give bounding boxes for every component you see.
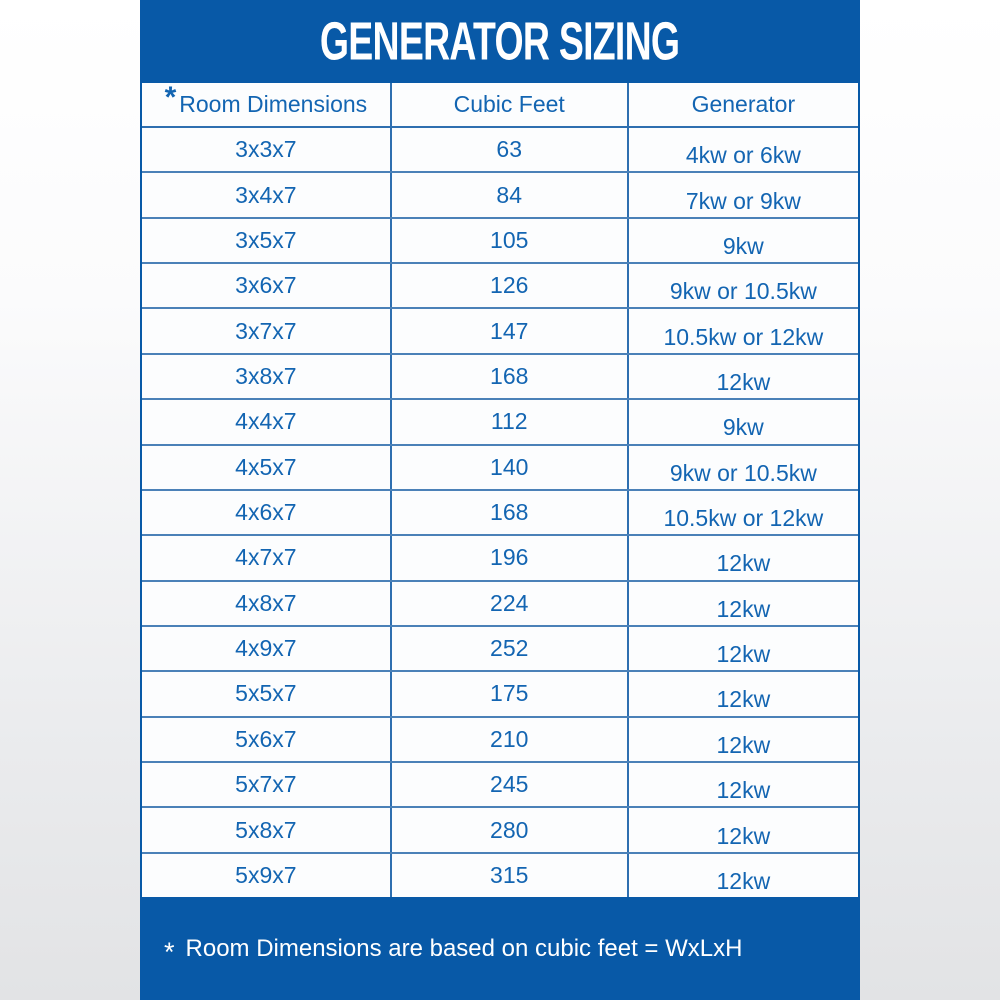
column-header-room-dimensions	[142, 83, 390, 126]
generator-cell: 12kw	[627, 355, 858, 398]
column-header-label: Room Dimensions	[179, 91, 368, 117]
table-row	[142, 852, 858, 897]
cubic-feet-cell: 147	[390, 309, 627, 352]
generator-cell: 9kw or 10.5kw	[627, 446, 858, 489]
table-header-row	[142, 83, 858, 126]
room-dimensions-cell: 5x9x7	[235, 861, 297, 888]
room-dimensions-cell: 5x5x7	[235, 680, 297, 707]
generator-cell: 4kw or 6kw	[627, 128, 858, 171]
generator-cell: 7kw or 9kw	[627, 173, 858, 216]
room-dimensions-cell: 5x8x7	[235, 816, 297, 843]
room-dimensions-cell: 3x3x7	[235, 136, 297, 163]
cubic-feet-cell: 105	[390, 219, 627, 262]
table-row	[142, 534, 858, 579]
cubic-feet-cell: 63	[390, 128, 627, 171]
generator-cell: 12kw	[627, 808, 858, 851]
cubic-feet-cell: 84	[390, 173, 627, 216]
generator-cell: 9kw or 10.5kw	[627, 264, 858, 307]
generator-cell: 9kw	[627, 219, 858, 262]
table-row	[142, 580, 858, 625]
column-header-cubic-feet	[390, 83, 627, 126]
cubic-feet-cell: 168	[390, 355, 627, 398]
room-dimensions-cell: 4x6x7	[235, 499, 297, 526]
room-dimensions-cell: 4x4x7	[235, 408, 297, 435]
table-row	[142, 217, 858, 262]
table-row	[142, 171, 858, 216]
column-header-generator	[627, 83, 858, 126]
cubic-feet-cell: 224	[390, 582, 627, 625]
footnote-band	[140, 897, 860, 1000]
table-row	[142, 353, 858, 398]
generator-cell: 10.5kw or 12kw	[627, 309, 858, 352]
cubic-feet-cell: 112	[390, 400, 627, 443]
footnote-text: Room Dimensions are based on cubic feet = WxLxH	[185, 934, 743, 962]
table-row	[142, 444, 858, 489]
cubic-feet-cell: 126	[390, 264, 627, 307]
room-dimensions-cell: 5x6x7	[235, 725, 297, 752]
generator-cell: 12kw	[627, 763, 858, 806]
asterisk-marker: *	[164, 83, 177, 114]
generator-sizing-table	[142, 83, 858, 897]
table-row	[142, 398, 858, 443]
generator-cell: 9kw	[627, 400, 858, 443]
title-band	[140, 0, 860, 83]
page-title: GENERATOR SIZING	[320, 11, 680, 72]
room-dimensions-cell: 4x7x7	[235, 544, 297, 571]
generator-sizing-panel	[140, 0, 860, 1000]
cubic-feet-cell: 280	[390, 808, 627, 851]
cubic-feet-cell: 196	[390, 536, 627, 579]
generator-cell: 12kw	[627, 627, 858, 670]
asterisk-marker: *	[164, 937, 175, 967]
column-header-label: Cubic Feet	[453, 91, 565, 117]
table-body	[142, 126, 858, 897]
cubic-feet-cell: 175	[390, 672, 627, 715]
cubic-feet-cell: 168	[390, 491, 627, 534]
column-header-label: Generator	[691, 91, 796, 117]
room-dimensions-cell: 4x9x7	[235, 635, 297, 662]
room-dimensions-cell: 3x7x7	[235, 317, 297, 344]
table-row	[142, 625, 858, 670]
room-dimensions-cell: 3x8x7	[235, 362, 297, 389]
generator-cell: 10.5kw or 12kw	[627, 491, 858, 534]
generator-cell: 12kw	[627, 536, 858, 579]
generator-cell: 12kw	[627, 582, 858, 625]
table-row	[142, 126, 858, 171]
table-row	[142, 716, 858, 761]
generator-cell: 12kw	[627, 854, 858, 897]
cubic-feet-cell: 140	[390, 446, 627, 489]
table-row	[142, 670, 858, 715]
generator-cell: 12kw	[627, 718, 858, 761]
table-row	[142, 489, 858, 534]
cubic-feet-cell: 210	[390, 718, 627, 761]
cubic-feet-cell: 315	[390, 854, 627, 897]
room-dimensions-cell: 4x8x7	[235, 589, 297, 616]
cubic-feet-cell: 252	[390, 627, 627, 670]
table-row	[142, 806, 858, 851]
room-dimensions-cell: 3x5x7	[235, 226, 297, 253]
cubic-feet-cell: 245	[390, 763, 627, 806]
table-row	[142, 307, 858, 352]
room-dimensions-cell: 4x5x7	[235, 453, 297, 480]
table-row	[142, 262, 858, 307]
generator-cell: 12kw	[627, 672, 858, 715]
table-row	[142, 761, 858, 806]
room-dimensions-cell: 3x6x7	[235, 272, 297, 299]
room-dimensions-cell: 5x7x7	[235, 771, 297, 798]
room-dimensions-cell: 3x4x7	[235, 181, 297, 208]
